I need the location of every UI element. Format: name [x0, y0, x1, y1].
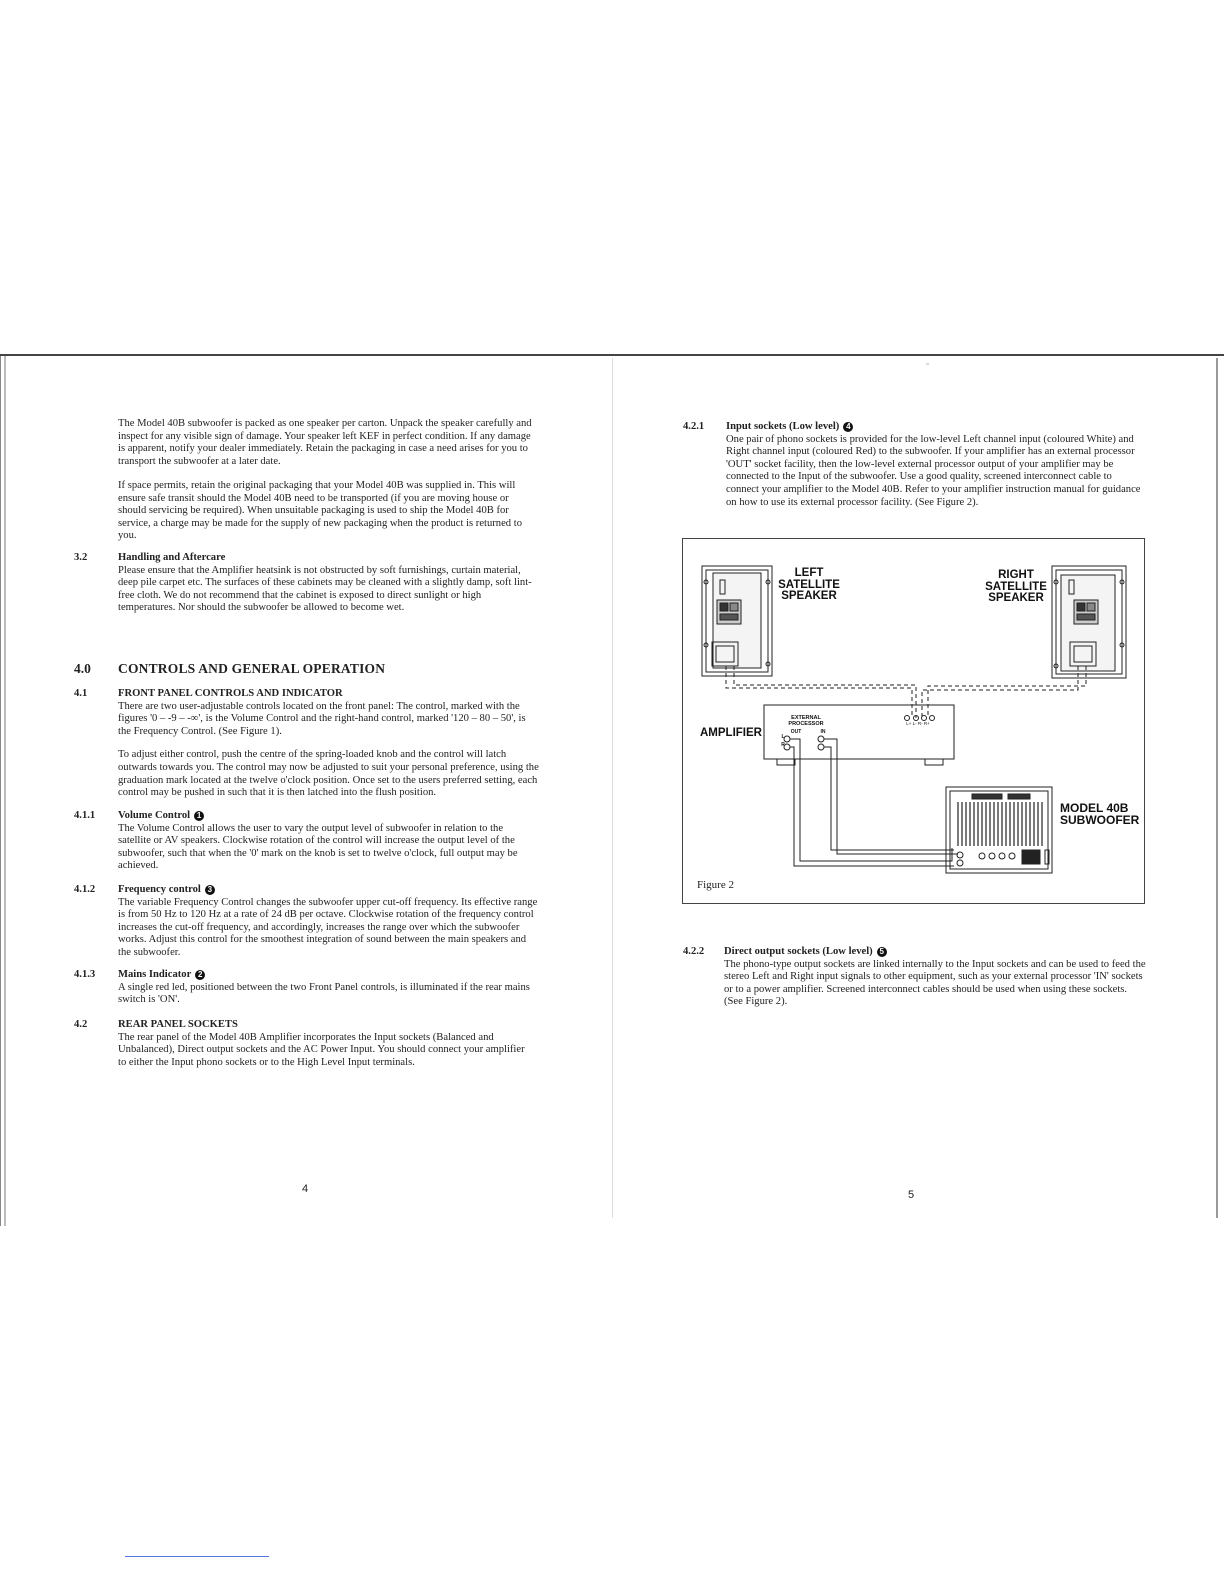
section-number: 4.2 — [74, 1019, 88, 1030]
figure-caption: Figure 2 — [697, 879, 734, 891]
section-number: 4.2.2 — [683, 946, 705, 957]
subwoofer-label: MODEL 40B SUBWOOFER — [1060, 801, 1140, 827]
section-heading: Volume Control — [118, 810, 191, 821]
page-gutter — [612, 358, 613, 1218]
page-number-right: 5 — [908, 1189, 915, 1201]
section-number: 4.1 — [74, 688, 88, 699]
left-speaker-label: LEFT SATELLITE SPEAKER — [778, 567, 840, 602]
section-text: The variable Frequency Control changes the subwoofer upper cut-off frequency. Its effective range is from 50 Hz to 120 Hz at a rate of 24 dB per octave. Clockwise rotation of the frequency control increases the cut-off frequency, and accordingly, increases the range over which the subwoofer works. Adjust this control for the smoothest integration of sound between the main speakers and the subwoofer. — [118, 896, 538, 958]
out-label: OUT — [790, 729, 802, 735]
amplifier-drawing — [764, 705, 954, 765]
section-text: The Volume Control allows the user to vary the output level of subwoofer in relation to the satellite or AV speakers. Clockwise rotation of the control will increase the output level of the subwoofer, such that when the '0' mark on the knob is set to twelve o'clock, full output may be achieved. — [118, 822, 518, 872]
bottom-link-underline[interactable] — [125, 1556, 269, 1557]
external-processor-label: EXTERNAL PROCESSOR — [788, 715, 824, 727]
section-number: 4.2.1 — [683, 421, 705, 432]
chapter-title: CONTROLS AND GENERAL OPERATION — [118, 661, 386, 676]
section-number: 3.2 — [74, 552, 88, 563]
section-text: The rear panel of the Model 40B Amplifier incorporates the Input sockets (Balanced and Unbalanced), Direct output sockets and the AC Power Input. You should connect your amplifier to either the Input phono sockets or to the High Level Input terminals. — [118, 1031, 525, 1068]
callout-badge: 4 — [843, 422, 853, 432]
scan-left-shadow — [4, 356, 6, 1226]
chapter-number: 4.0 — [74, 661, 91, 676]
section-heading: Direct output sockets (Low level) — [724, 946, 873, 957]
scan-left-edge — [0, 356, 1, 1226]
section-number: 4.1.2 — [74, 884, 96, 895]
amp-l-label: L — [781, 734, 785, 740]
section-text: A single red led, positioned between the two Front Panel controls, is illuminated if the rear mains switch is 'ON'. — [118, 981, 530, 1006]
amp-r-label: R — [781, 742, 785, 748]
section-heading: Input sockets (Low level) — [726, 421, 840, 432]
speaker-terminals-label: L+ L- R- R+ — [906, 721, 930, 726]
section-text-2: To adjust either control, push the centre of the spring-loaded knob and the control will latch outwards towards you. The control may now be adjusted to suit your personal preference, using the graduation mark located at the twelve o'clock position. Once set to the users preferred setting, each control may be pushed in such that it is then latched into the flush position. — [118, 749, 539, 799]
callout-badge: 2 — [195, 970, 205, 980]
page-top-edge — [0, 354, 1224, 356]
scan-right-edge — [1216, 358, 1218, 1218]
section-text: The phono-type output sockets are linked internally to the Input sockets and can be used to feed the stereo Left and Right input signals to other equipment, such as your external processor 'IN' sockets or to a power amplifier. Screened interconnect cables should be used when using these sockets. (See Figure 2). — [724, 958, 1146, 1008]
section-number: 4.1.3 — [74, 969, 96, 980]
section-text: Please ensure that the Amplifier heatsink is not obstructed by soft furnishings, curtain material, deep pile carpet etc. The surfaces of these cabinets may be cleaned with a slightly damp, soft lint-free cloth. We do not recommend that the cabinet is exposed to direct sunlight or high temperatures. Nor should the subwoofer be allowed to become wet. — [118, 564, 532, 614]
section-text-1: There are two user-adjustable controls located on the front panel: The control, marked with the figures '0 – -9 – -∞', is the Volume Control and the right-hand control, marked '120 – 80 – 50', is the Frequency Control. (See Figure 1). — [118, 700, 526, 737]
right-speaker-label: RIGHT SATELLITE SPEAKER — [985, 569, 1047, 604]
page-number-left: 4 — [302, 1183, 309, 1195]
section-text: One pair of phono sockets is provided for the low-level Left channel input (coloured White) and Right channel input (coloured Red) to the subwoofer. If your amplifier has an external processor 'OUT' socket facility, then the low-level external processor output of your amplifier may be connected to the Input of the subwoofer. Use a good quality, screened interconnect cable to connect your amplifier to the Model 40B. Refer to your amplifier instruction manual for guidance on how to use its external processor facility. (See Figure 2). — [726, 433, 1141, 508]
intro-text-1: The Model 40B subwoofer is packed as one speaker per carton. Unpack the speaker carefully and inspect for any visible sign of damage. Your speaker left KEF in perfect condition. If any damage is apparent, notify your dealer immediately. Retain the packaging in case a need arises for you to transport the subwoofer at a later date. — [118, 418, 532, 467]
section-heading: FRONT PANEL CONTROLS AND INDICATOR — [118, 688, 343, 699]
section-number: 4.1.1 — [74, 810, 96, 821]
section-heading: Handling and Aftercare — [118, 552, 226, 563]
subwoofer-drawing — [946, 787, 1052, 873]
right-speaker-drawing — [1052, 566, 1126, 678]
callout-badge: 1 — [194, 811, 204, 821]
amplifier-label: AMPLIFIER — [700, 727, 762, 739]
section-heading: REAR PANEL SOCKETS — [118, 1019, 238, 1030]
intro-text-2: If space permits, retain the original packaging that your Model 40B was supplied in. This will ensure safe transit should the Model 40B need to be transported (if you are moving house or should servicing be required). When unsuitable packaging is used to ship the Model 40B for service, a charge may be made for the supply of new packaging when the product is returned to you. — [118, 480, 522, 542]
section-heading: Frequency control — [118, 884, 201, 895]
callout-badge: 5 — [877, 947, 887, 957]
scan-mark: ≈ — [926, 362, 930, 368]
callout-badge: 3 — [205, 885, 215, 895]
intro-paragraph-1 — [118, 418, 538, 468]
intro-paragraph-2 — [118, 480, 538, 543]
left-speaker-drawing — [702, 566, 772, 676]
in-label: IN — [820, 729, 826, 735]
section-heading: Mains Indicator — [118, 969, 192, 980]
